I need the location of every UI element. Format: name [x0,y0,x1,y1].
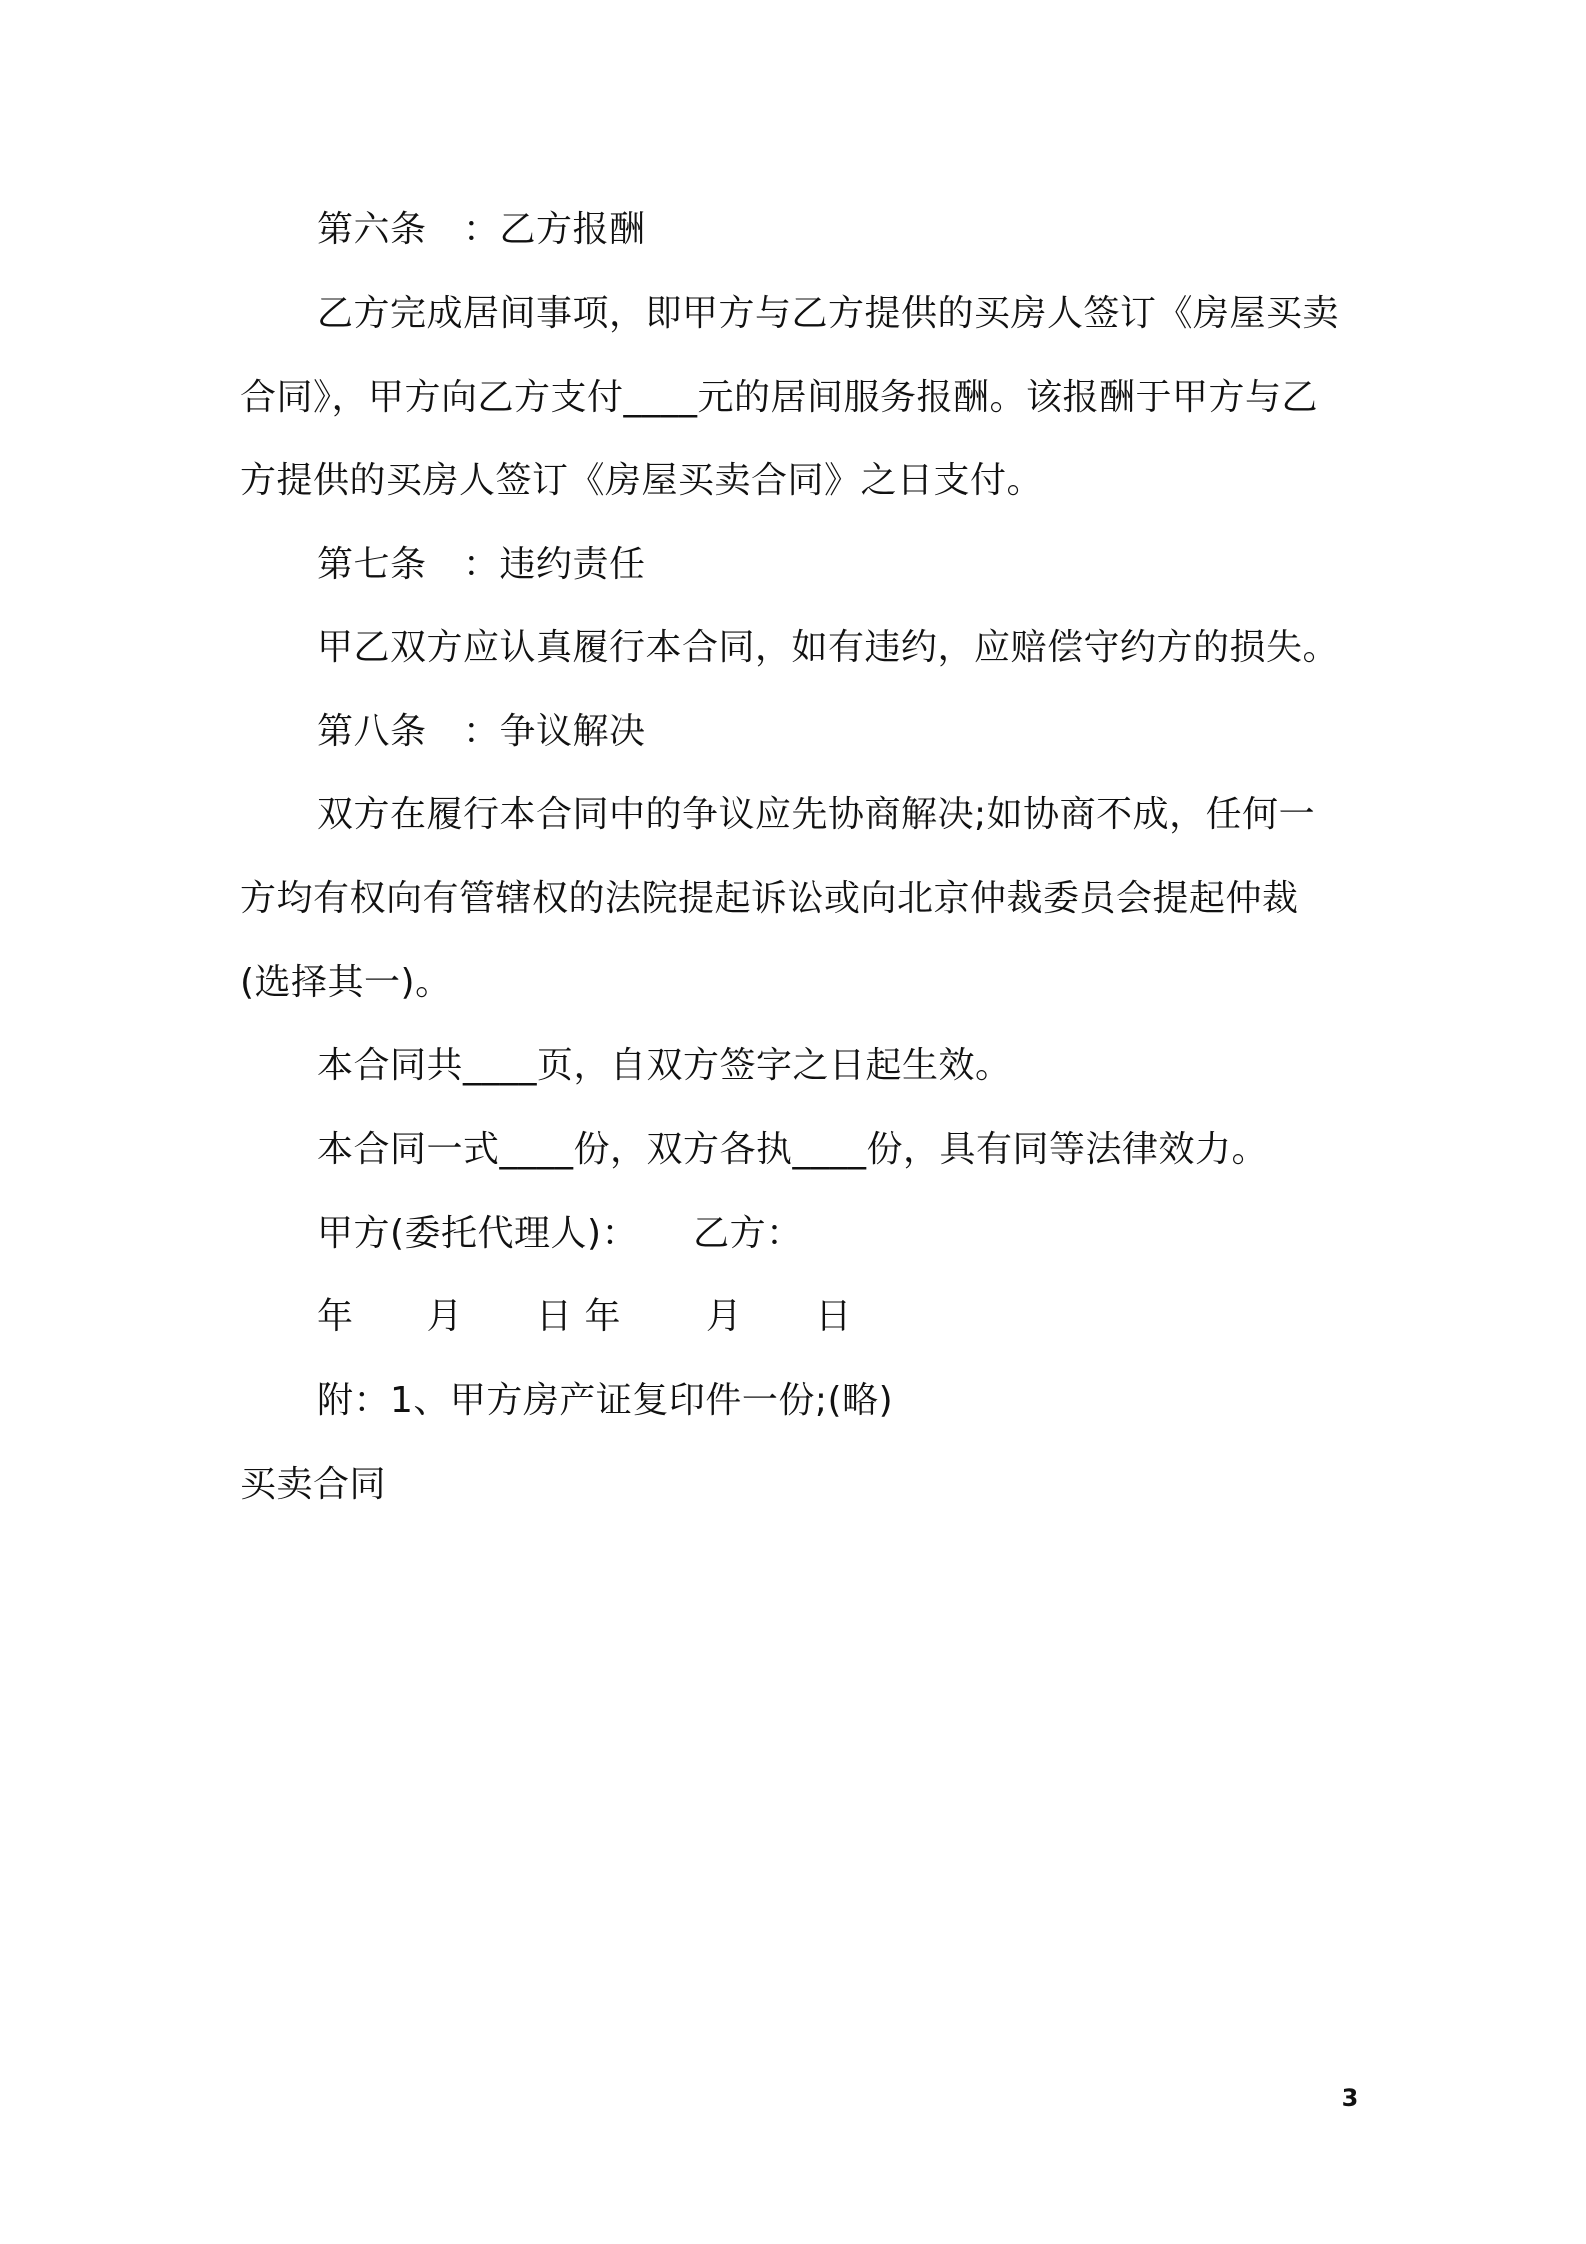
article-8-heading: 第八条 ：争议解决 [317,711,646,752]
article-6-line-3: 方提供的买房人签订《房屋买卖合同》之日支付。 [240,460,1044,501]
signature-date-line: 年 月 日 年 月 日 [317,1296,852,1337]
article-6-line-2: 合同》，甲方向乙方支付____元的居间服务报酬。该报酬于甲方与乙 [240,377,1319,418]
signature-parties-line: 甲方(委托代理人)： 乙方： [317,1213,803,1254]
article-7-heading: 第七条 ：违约责任 [317,544,646,585]
article-6-heading: 第六条 ：乙方报酬 [317,209,646,250]
article-8-line-1: 双方在履行本合同中的争议应先协商解决;如协商不成，任何一 [317,794,1316,835]
article-7-line-1: 甲乙双方应认真履行本合同，如有违约，应赔偿守约方的损失。 [317,627,1340,668]
contract-pages-line: 本合同共____页，自双方签字之日起生效。 [317,1045,1012,1086]
contract-copies-line: 本合同一式____份，双方各执____份，具有同等法律效力。 [317,1129,1269,1170]
attachment-line: 附：1、甲方房产证复印件一份;(略) [317,1380,894,1421]
footer-title: 买卖合同 [240,1464,387,1505]
page-number: 3 [1341,2084,1359,2112]
article-6-line-1: 乙方完成居间事项，即甲方与乙方提供的买房人签订《房屋买卖 [317,293,1340,334]
article-8-line-2: 方均有权向有管辖权的法院提起诉讼或向北京仲裁委员会提起仲裁 [240,878,1299,919]
article-8-line-3: (选择其一)。 [240,962,452,1003]
